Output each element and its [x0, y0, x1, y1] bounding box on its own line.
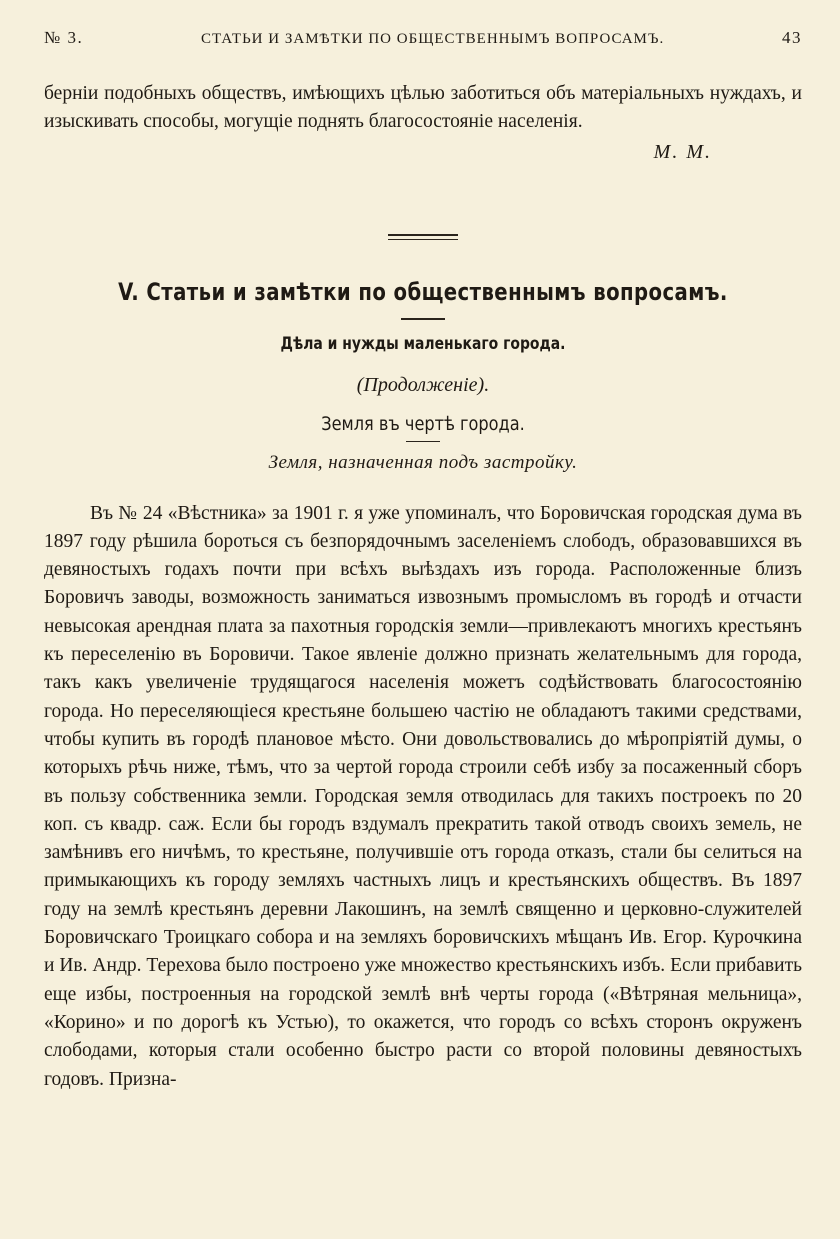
- issue-number: № 3.: [44, 28, 84, 47]
- book-page: [44, 28, 802, 1094]
- article-title: Дѣла и нужды маленькаго города.: [280, 333, 566, 354]
- page-number: 43: [781, 28, 802, 47]
- continued-note: (Продолженіе).: [356, 373, 490, 396]
- article-paragraph: Въ № 24 «Вѣстника» за 1901 г. я уже упоминалъ, что Боровичская городская дума въ 1897 году рѣшила бороться съ безпорядочнымъ заселеніемъ слободъ, образовавшихся въ девяностыхъ годахъ почти при всѣхъ выѣздахъ изъ города. Расположенные близъ Боровичъ заводы, возможность заниматься извознымъ промысломъ въ городѣ и отчасти невысокая арендная плата за пахотныя городскія земли—привлекаютъ многихъ крестьянъ къ переселенію въ Боровичи. Такое явленіе должно признать желательнымъ для города, такъ какъ увеличеніе трудящагося населенія можетъ содѣйствовать благосостоянію города. Но переселяющіеся крестьяне большею частію не обладаютъ такими средствами, чтобы купить въ городѣ плановое мѣсто. Они довольствовались до мѣропріятій думы, о которыхъ рѣчь ниже, тѣмъ, что за чертой города строили себѣ избу за посаженный сборъ въ пользу собственника земли. Городская земля отводилась для такихъ построекъ по 20 коп. съ квадр. саж. Если бы городъ вздумалъ прекратить такой отводъ своихъ земель, не замѣнивъ его ничѣмъ, то крестьяне, получившіе отъ города отказъ, стали бы селиться на примыкающихъ къ городу земляхъ частныхъ лицъ и крестьянскихъ обществъ. Въ 1897 году на землѣ крестьянъ деревни Лакошинъ, на землѣ священно и церковно-служителей Боровичскаго Троицкаго собора и на земляхъ боровичскихъ мѣщанъ Ив. Егор. Курочкина и Ив. Андр. Терехова было построено уже множество крестьянскихъ избъ. Если прибавить еще избы, построенныя на городской землѣ внѣ черты города («Вѣтряная мельница», «Корино» и по дорогѣ къ Устью), то окажется, что городъ со всѣхъ сторонъ окруженъ слободами, которыя стали особенно быстро расти со второй половины девяностыхъ годовъ. Призна-: [44, 502, 802, 1090]
- article-body: [44, 500, 802, 1094]
- running-head-title: СТАТЬИ И ЗАМѢТКИ ПО ОБЩЕСТВЕННЫМЪ ВОПРОСАМЪ.: [200, 31, 665, 47]
- section-divider: [388, 234, 458, 240]
- section-heading: V. Статьи и замѣтки по общественнымъ вопросамъ.: [118, 277, 728, 306]
- author-signature: М. М.: [653, 140, 712, 163]
- intro-paragraph: берніи подобныхъ обществъ, имѣющихъ цѣлью заботиться объ матеріальныхъ нуждахъ, и изыскивать способы, могущіе поднять благосостояніе населенія.: [44, 83, 802, 133]
- heading-rule: [401, 318, 445, 320]
- topic-heading: Земля въ чертѣ города.: [321, 412, 525, 435]
- topic-rule: [406, 441, 440, 442]
- running-head: [44, 28, 802, 62]
- subtopic-heading: Земля, назначенная подъ застройку.: [268, 451, 578, 473]
